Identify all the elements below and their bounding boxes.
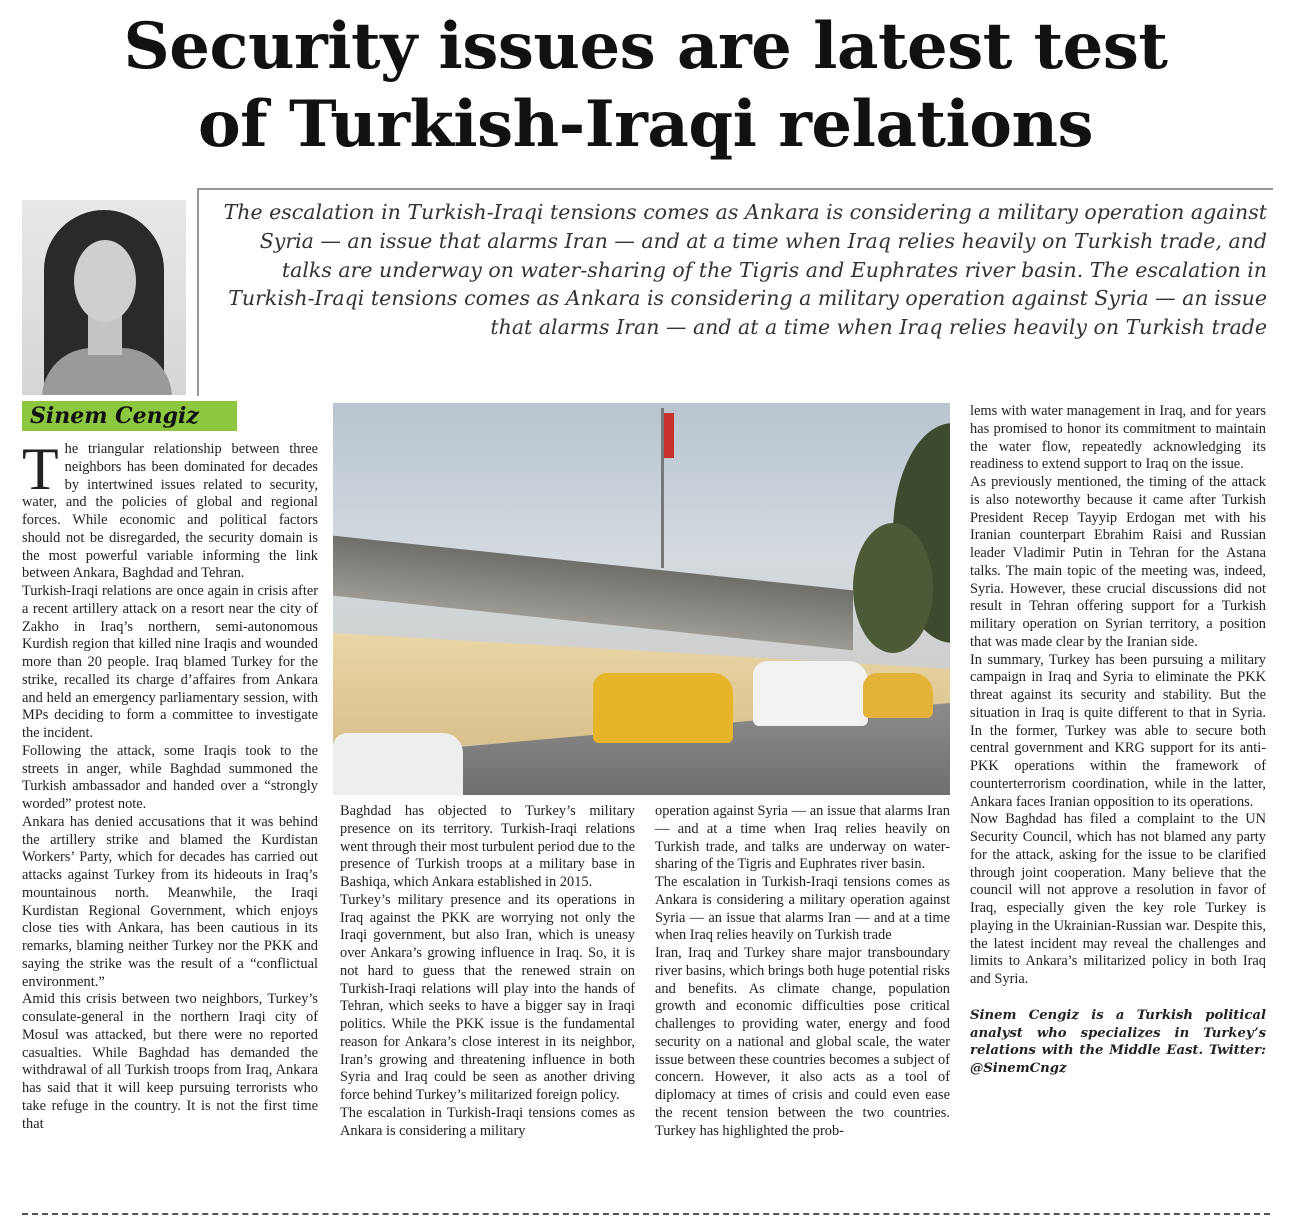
- paragraph: Following the attack, some Iraqis took to the streets in anger, while Baghdad summoned the Turkish ambassador and handed over a “strongly worded” protest note.: [22, 742, 318, 812]
- paragraph: Ankara has denied accusations that it was behind the artillery strike and blamed the Kurdistan Workers’ Party, which for decades has carried out attacks against Turkey from its hideouts in Iraq’s mountainous north. Meanwhile, the Iraqi Kurdistan Regional Government, which enjoys close ties with Ankara, has been cautious in its remarks, blaming neither Turkey nor the PKK and saying the strike was the result of a “conflictual environment.”: [22, 813, 318, 990]
- column-3: [655, 803, 950, 1140]
- headline: [0, 8, 1291, 164]
- paragraph: Baghdad has objected to Turkey’s military presence on its territory. Turkish-Iraqi relations went through their most turbulent period due to the presence of Turkish troops at a military base in Bashiqa, which Ankara established in 2015.: [340, 803, 635, 890]
- headline-line-1: Security issues are latest test: [123, 9, 1168, 84]
- author-byline: Sinem Cengiz: [22, 401, 237, 431]
- headline-line-2: of Turkish-Iraqi relations: [197, 87, 1094, 162]
- drop-cap: T: [22, 436, 59, 502]
- column-4: [970, 403, 1266, 1078]
- dashed-divider: [22, 1213, 1270, 1215]
- article-photo: [333, 403, 950, 795]
- paragraph: As previously mentioned, the timing of the attack is also noteworthy because it came after Turkish President Recep Tayyip Erdogan met with his Iranian counterpart Ebrahim Raisi and Russian leader Vladimir Putin in Tehran for the Astana talks. The main topic of the meeting was, indeed, Syria. However, these crucial discussions did not result in Tehran offering support for a Turkish military operation on Syrian territory, a position that was made clear by the Iranian side.: [970, 474, 1266, 650]
- author-portrait: [22, 200, 186, 395]
- paragraph: Iran, Iraq and Turkey share major transboundary river basins, which brings both huge potential risks and benefits. As climate change, population growth and economic difficulties pose critical challenges to providing water, energy and food security on a national and global scale, the water issue between these countries becomes a subject of concern. However, it also acts as a tool of diplomacy at times of crisis and could even ease the recent tension between the two countries. Turkey has highlighted the prob-: [655, 945, 950, 1139]
- paragraph: The triangular relationship between three neighbors has been dominated for decades by intertwined issues related to security, water, and the policies of global and regional forces. While economic and political factors should not be disregarded, the security domain is the most powerful variable informing the link between Ankara, Baghdad and Tehran.: [22, 436, 318, 582]
- paragraph: operation against Syria — an issue that alarms Iran — and at a time when Iraq relies heavily on Turkish trade, and talks are underway on water-sharing of the Tigris and Euphrates river basin.: [655, 803, 950, 873]
- paragraph: Amid this crisis between two neighbors, Turkey’s consulate-general in the northern Iraqi city of Mosul was attacked, but there were no reported casualties. While Baghdad has demanded the withdrawal of all Turkish troops from Iraq, Ankara has said that it will keep pursuing terrorists who take refuge in the country. It is not the first time that: [22, 991, 318, 1132]
- paragraph: The escalation in Turkish-Iraqi tensions comes as Ankara is considering a military operation against Syria — an issue that alarms Iran — and at a time when Iraq relies heavily on Turkish trade: [655, 874, 950, 944]
- paragraph: Turkish-Iraqi relations are once again in crisis after a recent artillery attack on a resort near the city of Zakho in Iraq’s northern, semi-autonomous Kurdish region that killed nine Iraqis and wounded more than 20 people. Iraq blamed Turkey for the strike, recalled its charge d’affaires from Ankara and held an emergency parliamentary session, with MPs deciding to form a committee to investigate the incident.: [22, 583, 318, 741]
- column-2: [340, 803, 635, 1140]
- author-bio: Sinem Cengiz is a Turkish political analyst who specializes in Turkey’s relations with the Middle East. Twitter: @SinemCngz: [970, 1007, 1266, 1076]
- deck-standfirst: The escalation in Turkish-Iraqi tensions comes as Ankara is considering a military operation against Syria — an issue that alarms Iran — and at a time when Iraq relies heavily on Turkish trade, and talks are underway on water-sharing of the Tigris and Euphrates river basin. The escalation in Turkish-Iraqi tensions comes as Ankara is considering a military operation against Syria — an issue that alarms Iran — and at a time when Iraq relies heavily on Turkish trade: [223, 200, 1267, 340]
- paragraph: The escalation in Turkish-Iraqi tensions comes as Ankara is considering a military: [340, 1104, 635, 1139]
- paragraph: Turkey’s military presence and its operations in Iraq against the PKK are worrying not only the Iraqi government, but also Iran, which is uneasy over Ankara’s growing influence in Iraq. So, it is not hard to guess that the renewed strain on Turkish-Iraqi relations will play into the hands of Tehran, which seeks to have a bigger say in Iraqi politics. While the PKK issue is the fundamental reason for Ankara’s close interest in its neighbor, Iran’s growing and threatening influence in both Syria and Iraq could be seen as another driving force behind Turkey’s militarized foreign policy.: [340, 891, 635, 1103]
- column-1: [22, 436, 318, 1133]
- paragraph: In summary, Turkey has been pursuing a military campaign in Iraq and Syria to eliminate the PKK threat against its security and stability. But the situation in Iraq is quite different to that in Syria. In the former, Turkey was able to secure both central government and KRG support for its anti-PKK operations within the framework of counterterrorism coordination, while in the latter, Ankara faces Iranian opposition to its operations.: [970, 651, 1266, 810]
- paragraph: Now Baghdad has filed a complaint to the UN Security Council, which has not blamed any party for the attack, asking for the issue to be clarified through joint cooperation. Many believe that the council will not approve a resolution in favor of Iraq, especially given the key role Turkey is playing in the Ukrainian-Russian war. Despite this, the latest incident may reveal the challenges and limits to Ankara’s militarized policy in both Iraq and Syria.: [970, 811, 1266, 987]
- paragraph: lems with water management in Iraq, and for years has promised to honor its commitment to maintain the water flow, repeatedly acknowledging its readiness to extend support to Iraq on the issue.: [970, 403, 1266, 473]
